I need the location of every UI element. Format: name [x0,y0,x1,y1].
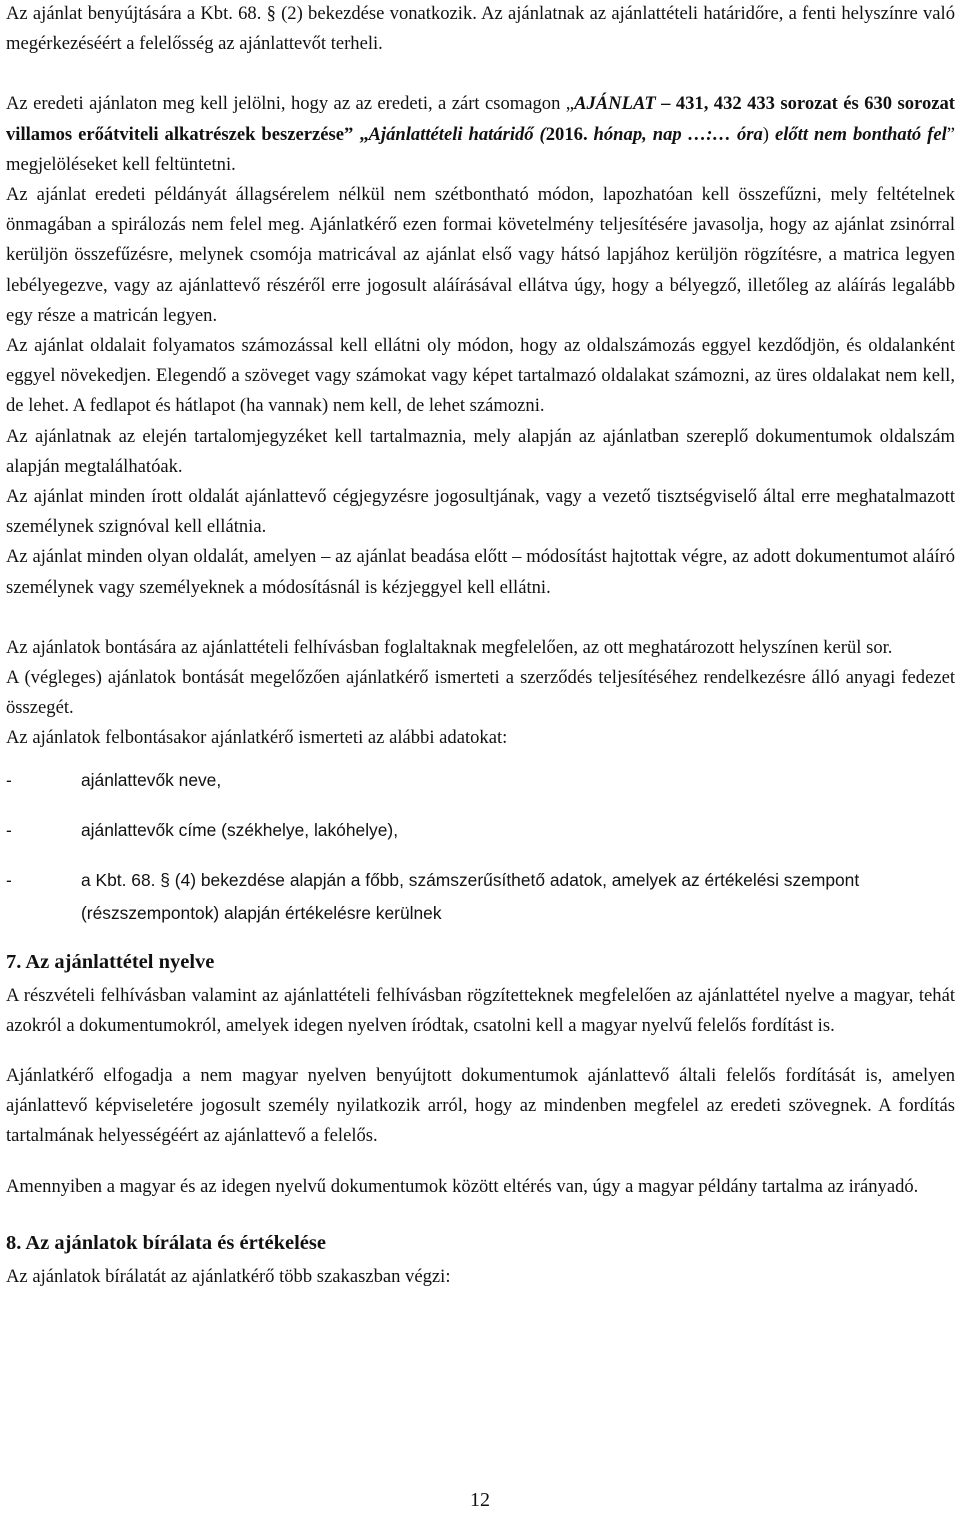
paragraph-translation: Ajánlatkérő elfogadja a nem magyar nyelven benyújtott dokumentumok ajánlattevő általi felelős fordítását is, amelyen ajánlattevő képviseletére jogosult személy nyilatkozik arról, hogy az mindenben megfelel az eredeti szövegnek. A fordítás tartalmának helyességéért az ajánlattevő a felelős. [6,1065,955,1147]
list-item [6,764,955,797]
paragraph-evaluation: Az ajánlatok bírálatát az ajánlatkérő több szakaszban végzi: [6,1265,451,1287]
spacer [6,59,955,89]
paragraph-modifications: Az ajánlat minden olyan oldalát, amelyen – az ajánlat beadása előtt – módosítást hajtottak végre, az adott dokumentumot aláíró személynek vagy személyeknek a módosításnál is kézjeggyel kell ellátni. [6,546,955,598]
list-item [6,814,955,847]
list-item [6,864,955,930]
paragraph-numbering: Az ajánlat oldalait folyamatos számozással kell ellátni oly módon, hogy az oldalszámozás eggyel kezdődjön, és oldalanként eggyel növekedjen. Elegendő a szöveget vagy számokat vagy képet tartalmazó oldalakat számozni, az üres oldalakat nem kell, de lehet. A fedlapot és hátlapot (ha vannak) nem kell, de lehet számozni. [6,335,955,417]
paragraph-precedence: Amennyiben a magyar és az idegen nyelvű dokumentumok között eltérés van, úgy a magyar példány tartalma az irányadó. [6,1175,919,1197]
marking-text: ” megjelöléseket kell feltüntetni. [6,123,956,175]
paragraph-toc: Az ajánlatnak az elején tartalomjegyzéket kell tartalmaznia, mely alapján az ajánlatban szereplő dokumentumok oldalszám alapján megtalálhatóak. [6,425,955,477]
section-heading-evaluation: 8. Az ajánlatok bírálata és értékelése [6,1231,326,1254]
page-number: 12 [470,1489,490,1511]
spacer [6,1041,955,1061]
marking-date-placeholder: hónap, nap …:… óra [593,123,763,145]
paragraph-language: A részvételi felhívásban valamint az ajánlattételi felhívásban rögzítetteknek megfelelően az ajánlattétel nyelve a magyar, tehát azokról a dokumentumokról, amelyek idegen nyelven íródtak, csatolni kell a magyar nyelvű felelős fordítást is. [6,984,955,1036]
paragraph-funding: A (végleges) ajánlatok bontását megelőzően ajánlatkérő ismerteti a szerződés teljesítéséhez rendelkezésre álló anyagi fedezet összegét. [6,667,955,719]
spacer [6,1202,955,1222]
dash-bullet: - [6,769,12,790]
marking-text: Az eredeti ajánlaton meg kell jelölni, hogy az az eredeti, a zárt csomagon „ [6,93,575,115]
paragraph-marking [6,89,955,180]
paragraph-submission: Az ajánlat benyújtására a Kbt. 68. § (2) bekezdése vonatkozik. Az ajánlatnak az ajánlattételi határidőre, a fenti helyszínre való megérkezéséért a felelősség az ajánlattevőt terheli. [6,3,955,55]
dash-bullet: - [6,869,12,890]
dash-bullet: - [6,819,12,840]
marking-offer-label: AJÁNLAT [574,93,656,115]
list-item-text: ajánlattevők címe (székhelye, lakóhelye), [81,819,399,840]
paragraph-binding: Az ajánlat eredeti példányát állagsérelem nélkül nem szétbontható módon, lapozhatóan kell összefűzni, mely feltételnek önmagában a spirálozás nem felel meg. Ajánlatkérő ezen formai követelmény teljesítésére javasolja, hogy az ajánlat zsinórral kerüljön összefűzésre, melynek csomója matricával az ajánlat első vagy hátsó lapjához kerüljön rögzítésre, a matrica legyen lebélyegezve, vagy az ajánlattevő részéről erre jogosult aláírásával ellátva úgy, hogy a bélyegző, illetőleg az aláírás legalább egy része a matricán legyen. [6,184,955,326]
spacer [6,1152,955,1172]
spacer [6,603,955,633]
section-heading-language: 7. Az ajánlattétel nyelve [6,950,215,973]
list-item-text: ajánlattevők neve, [81,769,222,790]
list-item-text: a Kbt. 68. § (4) bekezdése alapján a főbb, számszerűsíthető adatok, amelyek az értékelési szempont (részszempontok) alapján értékelésre kerülnek [81,869,860,923]
opening-data-list [6,764,955,930]
paragraph-signature: Az ajánlat minden írott oldalát ajánlattevő cégjegyzésre jogosultjának, vagy a vezető tisztségviselő által erre meghatalmazott személynek szignóval kell ellátnia. [6,486,955,538]
paragraph-opening: Az ajánlatok bontására az ajánlattételi felhívásban foglaltaknak megfelelően, az ott meghatározott helyszínen kerül sor. [6,636,893,658]
paragraph-opening-data: Az ajánlatok felbontásakor ajánlatkérő ismerteti az alábbi adatokat: [6,727,508,749]
marking-year: 2016. [545,123,594,145]
marking-text: ) [762,123,775,145]
marking-subject: – 431, 432 433 sorozat és 630 sorozat villamos erőátviteli alkatrészek beszerzése” „ [6,93,955,145]
marking-deadline-label: Ajánlattételi határidő ( [368,123,546,145]
document-page [6,0,955,1292]
marking-no-open: előtt nem bontható fel [774,123,947,145]
